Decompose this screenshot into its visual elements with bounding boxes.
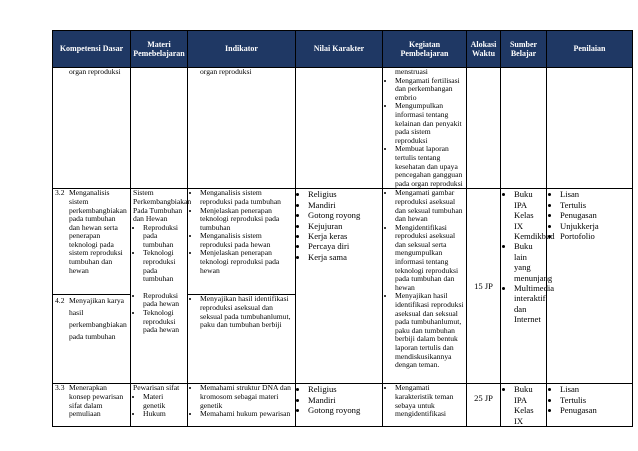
list-item: • Lisan <box>560 384 630 394</box>
kd-text: Menyajikan karya hasil perkembangbiakan pada tumbuhan <box>69 296 127 342</box>
materi-list <box>133 292 185 335</box>
materi-list <box>133 393 185 419</box>
list-item: • Mengumpulkan informasi tentang kelainan dan penyakit pada sistem reproduksi <box>395 102 464 145</box>
header-row <box>53 31 633 68</box>
list-item: • Penugasan <box>560 405 630 415</box>
list-item: • Penugasan <box>560 210 630 220</box>
lesson-plan-table <box>52 30 633 427</box>
indikator-list <box>190 295 293 329</box>
list-item: • Menganalisis sistem reproduksi pada tumbuhan <box>200 189 293 206</box>
list-item: • Mengidentifikasi reproduksi aseksual dan seksual serta mengumpulkan informasi tentang teknologi reproduksi pada tumbuhan dan hewan <box>395 224 464 293</box>
list-item: • Menyajikan hasil identifikasi reproduksi aseksual dan seksual pada tumbuhanlumut, paku dan tumbuhan berbiji <box>200 295 293 329</box>
list-item: • Kejujuran <box>308 221 380 231</box>
header-kegiatan: Kegiatan Pembelajaran <box>383 31 467 68</box>
list-item: • Gotong royong <box>308 210 380 220</box>
kd-cell-text: organ reproduksi <box>69 67 121 76</box>
list-item: • Membuat laporan tertulis tentang kesehatan dan upaya pencegahan gangguan pada organ reproduksi <box>395 145 464 188</box>
list-item: • Percaya diri <box>308 241 380 251</box>
list-item: • Hukum <box>143 410 185 419</box>
list-item: • Religius <box>308 189 380 199</box>
list-item: • Mengamati fertilisasi dan perkembangan embrio <box>395 77 464 103</box>
table-row <box>53 189 633 384</box>
list-item: • Mengamati karakteristik teman sebaya untuk mengidentifikasi <box>395 384 464 418</box>
alokasi-cell: 25 JP <box>467 384 501 427</box>
nilai-list <box>298 384 380 415</box>
indikator-list <box>190 384 293 418</box>
list-item: • Kerja sama <box>308 252 380 262</box>
penilaian-list <box>549 189 630 241</box>
list-item: • Kerja keras <box>308 231 380 241</box>
list-item: • Mengamati gambar reproduksi aseksual dan seksual tumbuhan dan hewan <box>395 189 464 223</box>
kd-number: 4.2 <box>55 296 65 306</box>
list-item: • Menjelaskan penerapan teknologi reproduksi pada tumbuhan <box>200 207 293 233</box>
kegiatan-list <box>385 189 464 369</box>
list-item: • Menjelaskan penerapan teknologi reproduksi pada hewan <box>200 249 293 275</box>
list-item: • Mandiri <box>308 395 380 405</box>
kd-number: 3.2 <box>55 188 65 198</box>
header-nilai: Nilai Karakter <box>296 31 383 68</box>
list-item: • Tertulis <box>560 200 630 210</box>
header-materi: Materi Pemebelajaran <box>131 31 188 68</box>
kd-text: Menerapkan konsep pewarisan sifat dalam pemuliaan <box>69 383 124 419</box>
alokasi-cell: 15 JP <box>467 189 501 384</box>
list-item: • Memahami struktur DNA dan kromosom sebagai materi genetik <box>200 384 293 410</box>
table-row <box>53 68 633 189</box>
sumber-list <box>503 189 555 325</box>
materi-list <box>133 224 185 284</box>
list-item: • Teknologi reproduksi pada hewan <box>143 309 185 335</box>
indikator-cell-text: organ reproduksi <box>200 67 252 76</box>
header-alokasi: Alokasi Waktu <box>467 31 501 68</box>
list-item: • Menganalisis sistem reproduksi pada hewan <box>200 232 293 249</box>
list-item: • Lisan <box>560 189 630 199</box>
sumber-list <box>503 384 544 426</box>
list-item: • Multimedia interaktif dan Internet <box>514 283 544 325</box>
kegiatan-list <box>385 384 464 418</box>
header-penilaian: Penilaian <box>547 31 633 68</box>
kd-number: 3.3 <box>55 383 65 393</box>
list-item: • Buku lain yang menunjang <box>514 241 544 283</box>
list-item: • Teknologi reproduksi pada tumbuhan <box>143 249 185 283</box>
kd-text: Menganalisis sistem perkembangbiakan pada tumbuhan dan hewan serta penerapan teknologi pada sistem reproduksi tumbuhan dan hewan <box>69 188 127 275</box>
list-item: • Religius <box>308 384 380 394</box>
list-item: • Menyajikan hasil identifikasi reproduksi aseksual dan seksual pada tumbuhanlumut, paku dan tumbuhan berbiji dalam bentuk laporan tertulis dan mendiskusikannya dengan teman. <box>395 292 464 369</box>
list-item: • Portofolio <box>560 231 630 241</box>
list-item: • Unjukkerja <box>560 221 630 231</box>
header-kd: Kompetensi Dasar <box>53 31 131 68</box>
list-item: • Reproduksi pada tumbuhan <box>143 224 185 250</box>
nilai-list <box>298 189 380 262</box>
list-item: • Gotong royong <box>308 405 380 415</box>
indikator-list <box>190 189 293 275</box>
list-item: • Materi genetik <box>143 393 185 410</box>
kegiatan-cell-text: menstruasi <box>395 67 428 76</box>
materi-text: Sistem Perkembangbiakan Pada Tumbuhan dan Hewan <box>133 188 192 224</box>
header-indikator: Indikator <box>188 31 296 68</box>
list-item: • Buku IPA Kelas IX <box>514 384 544 426</box>
list-item: • Reproduksi pada hewan <box>143 292 185 309</box>
materi-text: Pewarisan sifat <box>133 383 180 393</box>
list-item: • Mandiri <box>308 200 380 210</box>
list-item: • Tertulis <box>560 395 630 405</box>
table-row <box>53 384 633 427</box>
kegiatan-list <box>385 77 464 189</box>
header-sumber: Sumber Belajar <box>501 31 547 68</box>
penilaian-list <box>549 384 630 415</box>
list-item: • Buku IPA Kelas IX Kemdikbud <box>514 189 544 241</box>
list-item: • Memahami hukum pewarisan <box>200 410 293 419</box>
